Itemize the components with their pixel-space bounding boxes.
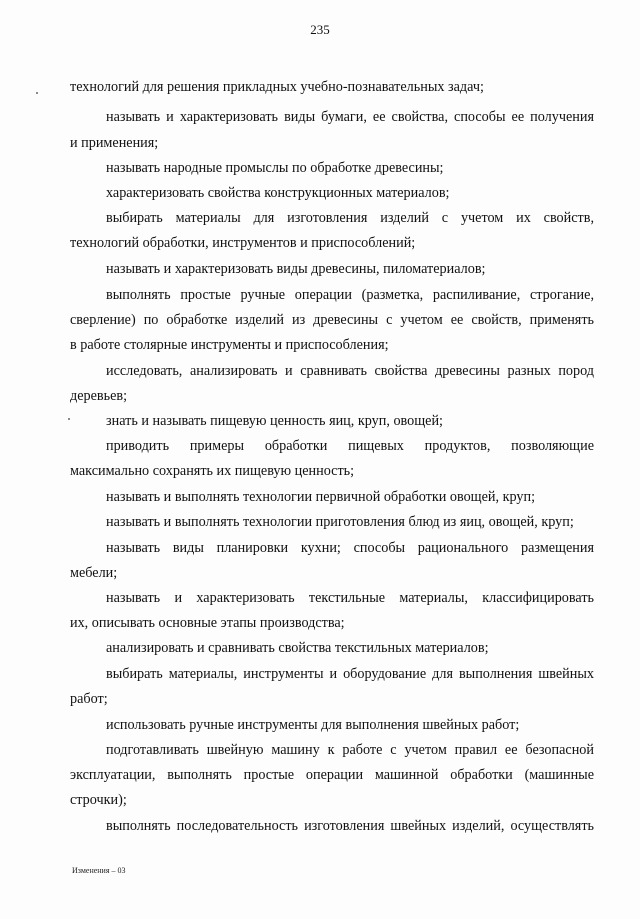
scan-speck	[68, 418, 70, 420]
text-line: называть и характеризовать виды древесины, пиломатериалов;	[106, 261, 486, 277]
text-line: называть виды планировки кухни; способы рационального размещения	[106, 540, 594, 556]
text-line: технологий для решения прикладных учебно-познавательных задач;	[70, 79, 484, 95]
text-line: анализировать и сравнивать свойства текстильных материалов;	[106, 640, 489, 656]
text-line: и применения;	[70, 135, 159, 151]
text-line: деревьев;	[70, 388, 128, 404]
text-line: называть и выполнять технологии приготовления блюд из яиц, овощей, круп;	[106, 514, 574, 530]
text-line: исследовать, анализировать и сравнивать свойства древесины разных пород	[106, 363, 594, 379]
text-line: выполнять последовательность изготовления швейных изделий, осуществлять	[106, 818, 594, 834]
scan-speck	[36, 92, 38, 94]
text-line: подготавливать швейную машину к работе с учетом правил ее безопасной	[106, 742, 594, 758]
page-number: 235	[310, 22, 330, 37]
text-line: технологий обработки, инструментов и приспособлений;	[70, 235, 416, 251]
text-line: называть народные промыслы по обработке древесины;	[106, 160, 444, 176]
text-line: их, описывать основные этапы производства;	[70, 615, 345, 631]
text-line: называть и выполнять технологии первичной обработки овощей, круп;	[106, 489, 536, 505]
text-line: строчки);	[70, 792, 127, 808]
text-line: называть и характеризовать текстильные материалы, классифицировать	[106, 590, 594, 606]
text-line: максимально сохранять их пищевую ценность;	[70, 463, 355, 479]
text-line: мебели;	[70, 565, 118, 581]
text-line: выполнять простые ручные операции (разметка, распиливание, строгание,	[106, 287, 594, 303]
text-line: выбирать материалы, инструменты и оборудование для выполнения швейных	[106, 666, 594, 682]
text-line: приводить примеры обработки пищевых продуктов, позволяющие	[106, 438, 594, 454]
text-line: знать и называть пищевую ценность яиц, круп, овощей;	[106, 413, 443, 429]
text-line: выбирать материалы для изготовления изделий с учетом их свойств,	[106, 210, 594, 226]
text-line: эксплуатации, выполнять простые операции машинной обработки (машинные	[70, 767, 594, 783]
text-line: сверление) по обработке изделий из древесины с учетом ее свойств, применять	[70, 312, 594, 328]
text-line: работ;	[70, 691, 108, 707]
text-line: называть и характеризовать виды бумаги, ее свойства, способы ее получения	[106, 109, 594, 125]
text-line: характеризовать свойства конструкционных материалов;	[106, 185, 450, 201]
revision-footer: Изменения – 03	[72, 866, 126, 875]
text-line: в работе столярные инструменты и приспособления;	[70, 337, 389, 353]
text-line: использовать ручные инструменты для выполнения швейных работ;	[106, 717, 520, 733]
